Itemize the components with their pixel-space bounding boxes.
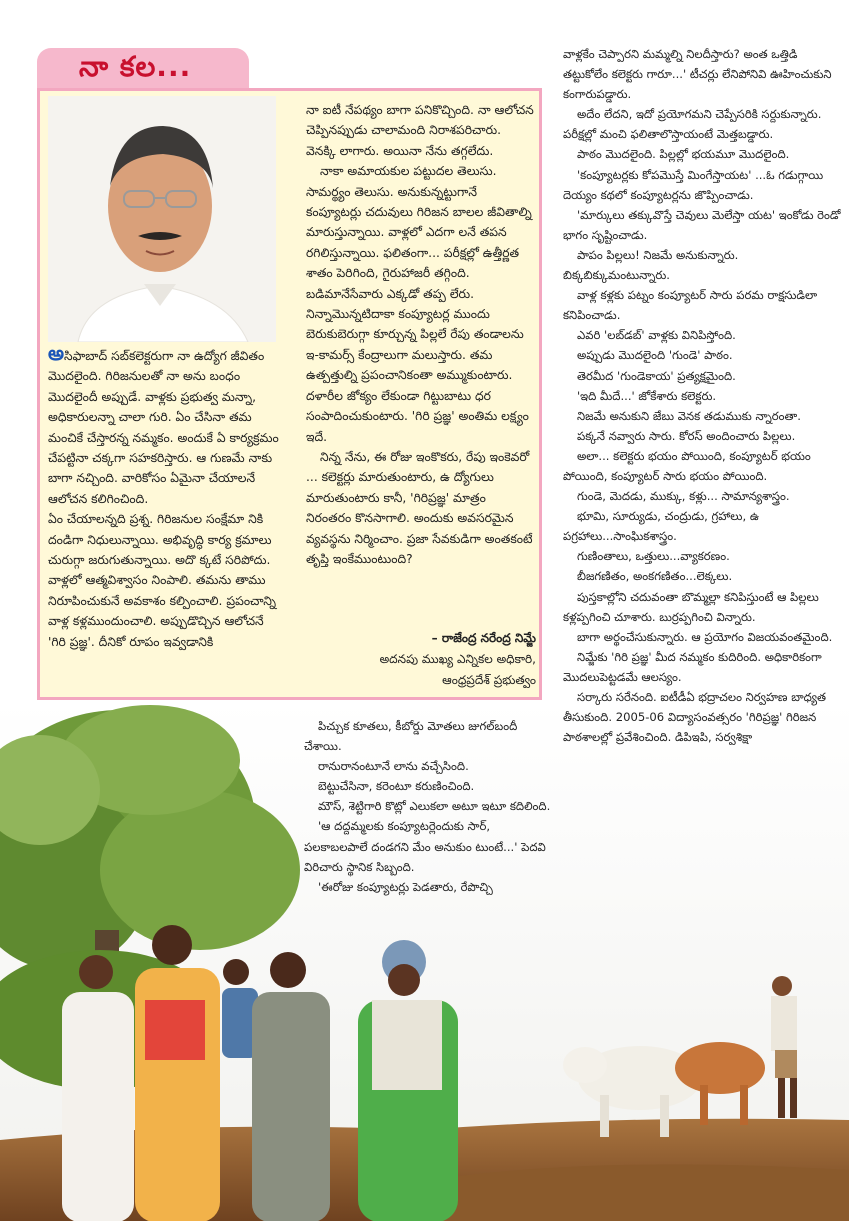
article-paragraph: పుస్తకాల్లోని చదువంతా బొమ్మల్లా కనిపిస్తుంటే ఆ పిల్లలు కళ్లప్పగించి చూశారు. బుర్రప్పగించి విన్నారు. [563, 589, 819, 624]
author-title-line-2: ఆంధ్రప్రదేశ్ ప్రభుత్వం [442, 673, 536, 687]
author-title-line-1: అదనపు ముఖ్య ఎన్నికల అధికారి, [379, 652, 536, 666]
article-paragraph: నా ఐటీ నేపథ్యం బాగా పనికొచ్చింది. నా ఆలోచన చెప్పినప్పుడు చాలామంది నిరాశపరిచారు. వెనక్కి లాగారు. అయినా నేను తగ్గలేదు. [306, 103, 534, 158]
article-paragraph: సర్కారు సరేనంది. ఐటీడీఏ భద్రాచలం నిర్వహణ బాధ్యత తీసుకుంది. 2005-06 విద్యాసంవత్సరం 'గిరిప్రజ్ఞ' గిరిజన పాఠశాలల్లో ప్రవేశించింది. డిపిఇపి, సర్వశిక్షా [563, 690, 827, 745]
article-paragraph: గుండె, మెదడు, ముక్కు, కళ్లు... సామాన్యశాస్త్రం. [577, 489, 790, 504]
article-paragraph: బెట్టుచేసినా, కరెంటూ కరుణించింది. [318, 779, 475, 794]
author-name: – రాజేంద్ర నరేంద్ర నిమ్జే [431, 631, 536, 645]
article-left-column [48, 341, 284, 652]
article-middle-column [306, 100, 534, 569]
article-paragraph: వాళ్ల కళ్లకు పట్నం కంప్యూటర్ సారు పరమ రాక్షసుడిలా కనిపించాడు. [563, 288, 818, 323]
article-paragraph: అదేం లేదని, ఇదో ప్రయోగమని చెప్పేసరికి సర్దుకున్నారు. పరీక్షల్లో మంచి ఫలితాలొస్తాయంటే మెత్తబడ్డారు. [563, 107, 822, 142]
article-paragraph: నిన్న నేను, ఈ రోజు ఇంకొకరు, రేపు ఇంకెవరో ... కలెక్టర్లు మారుతుంటారు, ఉ ద్యోగులు మారుతుంటారు కానీ, 'గిరిప్రజ్ఞ' మాత్రం నిరంతరం కొనసాగాలి. అందుకు అవసరమైన వ్యవస్థను నిర్మించాం. ప్రజా సేవకుడిగా అంతకంటే తృప్తి ఇంకేముంటుంది? [306, 449, 533, 566]
article-paragraph: అలా... కలెక్టరు భయం పోయింది, కంప్యూటర్ భయం పోయింది, కంప్యూటర్ సారు భయం పోయింది. [563, 448, 811, 483]
article-paragraph: పాపం పిల్లలు! నిజమే అనుకున్నారు. బిక్కబిక్కుమంటున్నారు. [563, 247, 739, 283]
article-paragraph: నాకా అమాయకుల పట్టుదల తెలుసు. సామర్థ్యం తెలుసు. అనుకున్నట్టుగానే కంప్యూటర్లు చదువులు గిరిజన బాలల జీవితాల్ని మారుస్తున్నాయి. వాళ్లలో ఎదగా లనే తపన రగిలిస్తున్నాయి. ఫలితంగా... పరీక్షల్లో ఉత్తీర్ణత శాతం పెరిగింది, గైరుహాజరీ తగ్గింది. బడిమానేసేవారు ఎక్కడో తప్ప లేరు. నిన్నామొన్నటిదాకా కంప్యూటర్ల ముందు బెరుకుబెరుగ్గా కూర్చున్న పిల్లలే రేపు తండాలను ఇ-కామర్స్ కేంద్రాలుగా మలుస్తారు. తమ ఉత్పత్తుల్ని ప్రపంచానికంతా అమ్ముకుంటారు. దళారీల జోక్యం లేకుండా గిట్టుబాటు ధర సంపాదించుకుంటారు. 'గిరి ప్రజ్ఞ' అంతిమ లక్ష్యం ఇదే. [306, 164, 532, 444]
article-paragraph: రానురానంటూనే లాను వచ్చేసింది. [318, 759, 469, 774]
article-paragraph: వాళ్లకేం చెప్పారని మమ్మల్ని నిలదీస్తారు? అంత ఒత్తిడి తట్టుకోలేం కలెక్టరు గారూ...' టీచర్లు లేనిపోనివి ఊహించుకుని కంగారుపడ్డారు. [563, 47, 832, 102]
article-paragraph: 'ఇది మీదే...' జోకేశారు కలెక్టరు. [577, 388, 717, 403]
article-paragraph: నిమ్జేకు 'గిరి ప్రజ్ఞ' మీద నమ్మకం కుదిరింది. అధికారికంగా మొదలుపెట్టడమే ఆలస్యం. [563, 649, 822, 684]
article-paragraph: పాఠం మొదలైంది. పిల్లల్లో భయమూ మొదలైంది. [577, 147, 790, 162]
article-paragraph: బాగా అర్థంచేసుకున్నారు. ఆ ప్రయోగం విజయవంతమైంది. [577, 629, 833, 644]
article-paragraph: గుణింతాలు, ఒత్తులు...వ్యాకరణం. [577, 549, 730, 564]
article-paragraph: మౌస్, శెట్టిగారి కొట్లో ఎలుకలా అటూ ఇటూ కదిలింది. [318, 799, 551, 814]
article-paragraph: తెరమీద 'గుండెకాయ' ప్రత్యక్షమైంది. [577, 368, 736, 383]
article-paragraph: పక్కనే నవ్వారు సారు. కోరస్ అందించారు పిల్లలు. [577, 428, 796, 443]
article-paragraph: పిచ్చుక కూతలు, కీబోర్డు మోతలు జుగల్‌బందీ చేశాయి. [304, 719, 518, 754]
article-paragraph: సిఫాబాద్ సబ్‌కలెక్టరుగా నా ఉద్యోగ జీవితం మొదలైంది. గిరిజనులతో నా అను బంధం మొదలైందీ అప్పుడే. వాళ్లకు ప్రభుత్వ మన్నా, అధికారులన్నా చాలా గురి. ఏం చేసినా తమ మంచికే చేస్తారన్న నమ్మకం. అందుకే ఏ కార్యక్రమం చేపట్టినా చక్కగా సహకరిస్తారు. ఆ గుణమే నాకు బాగా నచ్చింది. వారికోసం ఏమైనా చేయాలనే ఆలోచన కలిగించింది. [48, 349, 279, 506]
article-paragraph: 'మార్కులు తక్కువొస్తే చెవులు మెలేస్తా యట' ఇంకోడు రెండో భాగం సృష్టించాడు. [563, 207, 841, 242]
article-paragraph: ఎవరి 'లబ్‌డబ్' వాళ్లకు వినిపిస్తోంది. [577, 328, 736, 343]
article-paragraph: 'ఆ దద్దమ్మలకు కంప్యూటర్లెందుకు సార్, పలకాబలపాలే దండగని మేం అనుకుం టుంటే...' పెదవి విరిచారు స్థానిక సిబ్బంది. [304, 819, 546, 874]
article-right-column [563, 44, 843, 747]
drop-cap: అ [48, 341, 64, 365]
article-paragraph: నిజమే అనుకుని జేబు వెనక తడుముకు న్నారంతా. [577, 408, 801, 423]
section-title: నా కల... [79, 50, 192, 83]
author-portrait [48, 96, 276, 342]
article-paragraph: 'కంప్యూటర్లకు కోపమొస్తే మింగేస్తాయట' ...ఓ గడుగ్గాయి దెయ్యం కథలో కంప్యూటర్లను జొప్పించాడు. [563, 167, 824, 202]
section-title-tab [37, 48, 249, 90]
article-paragraph: ఏం చేయాలన్నది ప్రశ్న. గిరిజనుల సంక్షేమా నికి దండిగా నిధులున్నాయి. అభివృద్ధి కార్య క్రమాలు చురుగ్గా జరుగుతున్నాయి. అదొ క్కటే సరిపోదు. వాళ్లలో ఆత్మవిశ్వాసం నింపాలి. తమను తాము నిరూపించుకునే అవకాశం కల్పించాలి. ప్రపంచాన్ని వాళ్ల కళ్లముందుంచాలి. అప్పుడొచ్చిన ఆలోచనే 'గిరి ప్రజ్ఞ'. దీనికో రూపం ఇవ్వడానికి [48, 512, 277, 649]
article-paragraph: భూమి, సూర్యుడు, చంద్రుడు, గ్రహాలు, ఉ పగ్రహాలు...సాంఘికశాస్త్రం. [563, 509, 760, 544]
article-paragraph: 'ఈరోజు కంప్యూటర్లు పెడతారు, రేపొచ్చి [318, 879, 493, 894]
author-signature [306, 628, 536, 691]
article-paragraph: అప్పుడు మొదలైంది 'గుండె' పాఠం. [577, 348, 733, 363]
article-paragraph: బీజగణితం, అంకగణితం...లెక్కలు. [577, 569, 733, 584]
article-lower-column [304, 716, 556, 897]
